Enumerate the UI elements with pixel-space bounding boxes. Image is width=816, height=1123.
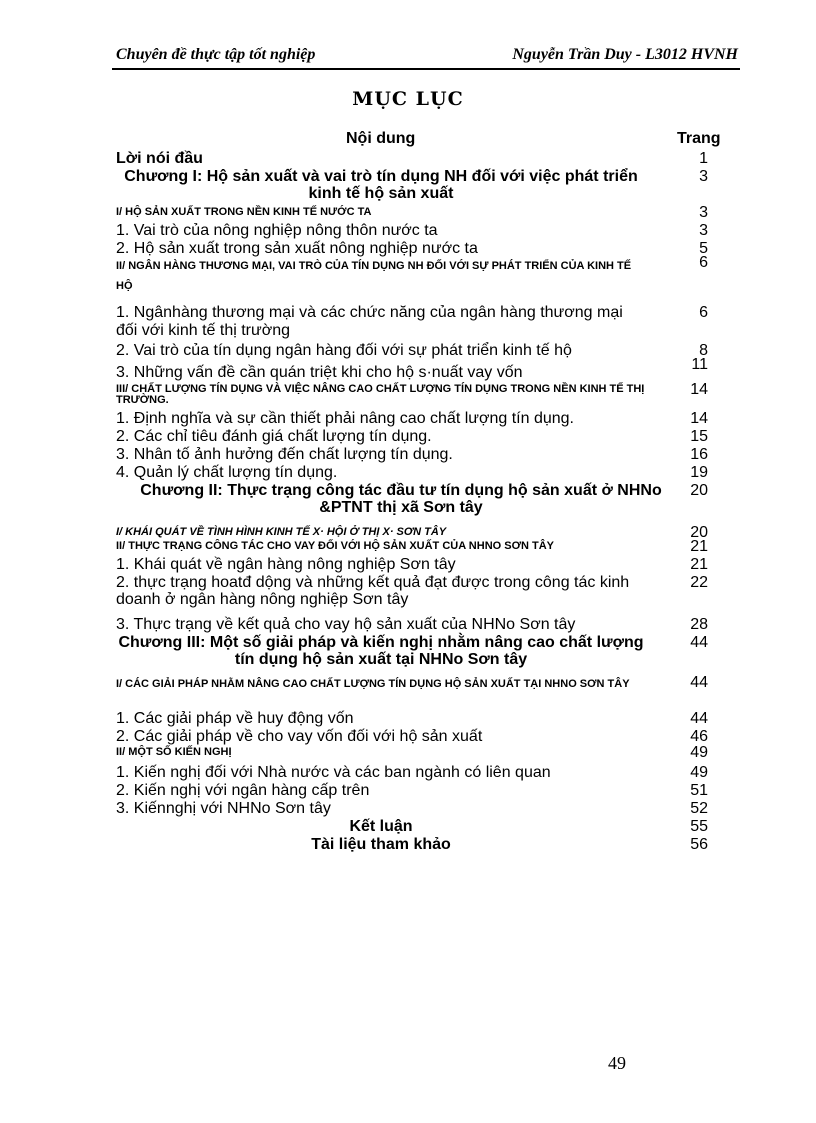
toc-entry-text: 4. Quản lý chất lượng tín dụng. — [116, 464, 338, 481]
toc-entry-text: 3. Thực trạng về kết quả cho vay hộ sản xuất của NHNo Sơn tây — [116, 616, 576, 633]
toc-entry[interactable] — [116, 240, 716, 256]
toc-entry-page: 19 — [690, 464, 708, 481]
toc-section[interactable] — [116, 540, 716, 556]
toc-entry[interactable] — [116, 556, 716, 574]
toc-entry-text: 2. Hộ sản xuất trong sản xuất nông nghiệp nước ta — [116, 240, 478, 257]
toc-entry[interactable] — [116, 728, 716, 746]
toc-entry-page: 20 — [690, 482, 708, 499]
page-header — [112, 46, 740, 70]
toc-entry[interactable] — [116, 782, 716, 800]
header-right-text: Nguyễn Trần Duy - L3012 HVNH — [512, 46, 738, 63]
toc-entry-page: 44 — [690, 710, 708, 727]
toc-entry-page: 15 — [690, 428, 708, 445]
toc-entry-page: 21 — [690, 538, 708, 555]
toc-entry-text: III/ CHẤT LƯỢNG TÍN DỤNG VÀ VIỆC NÂNG CAO CHẤT LƯỢNG TÍN DỤNG TRONG NỀN KINH TẾ THỊ TRƯỜNG. — [116, 383, 645, 406]
toc-entry-page: 16 — [690, 446, 708, 463]
toc-entry-page: 6 — [699, 304, 708, 321]
toc-entry[interactable] — [116, 356, 716, 384]
toc-entry[interactable] — [116, 764, 716, 782]
toc-entry-text: Tài liệu tham khảo — [311, 836, 451, 853]
header-left-text: Chuyên đề thực tập tốt nghiệp — [116, 46, 316, 63]
page-number: 49 — [608, 1053, 626, 1073]
toc-entry-text: Kết luận — [349, 818, 413, 835]
toc-entry[interactable] — [116, 710, 716, 728]
toc-section[interactable] — [116, 674, 716, 710]
toc-entry-page: 14 — [690, 381, 708, 398]
table-of-contents — [116, 150, 716, 854]
toc-entry-page: 51 — [690, 782, 708, 799]
toc-entry-page: 28 — [690, 616, 708, 633]
toc-entry-text: I/ KHÁI QUÁT VỀ TÌNH HÌNH KINH TẾ X· HỘI Ở THỊ X· SƠN TÂY — [116, 526, 447, 538]
toc-entry-text: 1. Kiến nghị đối với Nhà nước và các ban ngành có liên quan — [116, 764, 551, 781]
toc-entry-text: II/ MỘT SỐ KIẾN NGHỊ — [116, 746, 232, 758]
toc-references[interactable] — [116, 836, 716, 854]
toc-entry-text: 3. Những vấn đề cần quán triệt khi cho hộ s·nuất vay vốn — [116, 364, 523, 381]
toc-entry-page: 20 — [690, 524, 708, 541]
toc-chapter[interactable] — [116, 634, 716, 674]
toc-entry[interactable] — [116, 342, 716, 364]
content-column-header: Nội dung — [346, 130, 416, 147]
toc-entry[interactable] — [116, 800, 716, 818]
toc-entry-page: 55 — [690, 818, 708, 835]
toc-entry-text: I/ CÁC GIẢI PHÁP NHẰM NÂNG CAO CHẤT LƯỢNG TÍN DỤNG HỘ SẢN XUẤT TẠI NHNO SƠN TÂY — [116, 678, 630, 690]
toc-entry-page: 11 — [691, 356, 708, 373]
toc-entry-text: 1. Định nghĩa và sự cần thiết phải nâng cao chất lượng tín dụng. — [116, 410, 574, 427]
toc-entry-page: 1 — [699, 150, 708, 167]
toc-entry-text: 2. Vai trò của tín dụng ngân hàng đối với sự phát triển kinh tế hộ — [116, 342, 572, 359]
page-title: MỤC LỤC — [352, 88, 464, 110]
toc-entry-page: 8 — [699, 342, 708, 359]
toc-entry-page: 52 — [690, 800, 708, 817]
toc-section[interactable] — [116, 381, 716, 410]
toc-entry-page: 21 — [690, 556, 708, 573]
toc-conclusion[interactable] — [116, 818, 716, 836]
toc-entry[interactable] — [116, 428, 716, 446]
toc-entry-text: II/ NGÂN HÀNG THƯƠNG MẠI, VAI TRÒ CỦA TÍN DỤNG NH ĐỐI VỚI SỰ PHÁT TRIỂN CỦA KINH TẾ HỘ — [116, 260, 632, 292]
toc-entry-page: 44 — [690, 674, 708, 691]
toc-entry-text: 1. Các giải pháp về huy động vốn — [116, 710, 354, 727]
toc-entry-page: 3 — [699, 168, 708, 185]
toc-entry[interactable] — [116, 304, 716, 342]
toc-section[interactable] — [116, 256, 716, 304]
toc-entry[interactable] — [116, 222, 716, 240]
toc-entry-text: Lời nói đầu — [116, 150, 203, 167]
toc-entry-page: 56 — [690, 836, 708, 853]
toc-entry-text: 2. Các chỉ tiêu đánh giá chất lượng tín dụng. — [116, 428, 432, 445]
toc-entry[interactable] — [116, 150, 716, 168]
toc-entry[interactable] — [116, 616, 716, 634]
toc-entry-text: 2. thực trạng hoatđ dộng và những kết quả đạt được trong công tác kinh doanh ở ngân hàng nông nghiệp Sơn tây — [116, 574, 630, 608]
toc-entry-text: 1. Ngânhàng thương mại và các chức năng của ngân hàng thương mại đối với kinh tế thị trường — [116, 304, 623, 339]
toc-entry-page: 3 — [699, 204, 708, 221]
toc-entry-page: 49 — [690, 744, 708, 761]
toc-entry[interactable] — [116, 574, 716, 616]
toc-entry-text: II/ THỰC TRẠNG CÔNG TÁC CHO VAY ĐỐI VỚI HỘ SẢN XUẤT CỦA NHNO SƠN TÂY — [116, 540, 554, 552]
toc-section[interactable] — [116, 526, 716, 540]
toc-entry-text: 1. Vai trò của nông nghiệp nông thôn nước ta — [116, 222, 438, 239]
toc-section[interactable] — [116, 206, 716, 222]
toc-entry-text: 3. Kiếnnghị với NHNo Sơn tây — [116, 800, 331, 817]
toc-entry[interactable] — [116, 464, 716, 482]
toc-entry-text: I/ HỘ SẢN XUẤT TRONG NỀN KINH TẾ NƯỚC TA — [116, 206, 372, 218]
toc-section[interactable] — [116, 746, 716, 764]
toc-entry-text: 3. Nhân tố ảnh hưởng đến chất lượng tín dụng. — [116, 446, 453, 463]
toc-chapter[interactable] — [116, 482, 716, 520]
toc-entry-page: 22 — [690, 574, 708, 591]
toc-entry-text: 1. Khái quát về ngân hàng nông nghiệp Sơn tây — [116, 556, 456, 573]
toc-entry-text: Chương III: Một số giải pháp và kiến nghị nhằm nâng cao chất lượng tín dụng hộ sản xuất tại NHNo Sơn tây — [118, 634, 644, 668]
toc-entry-page: 44 — [690, 634, 708, 651]
toc-entry[interactable] — [116, 446, 716, 464]
toc-entry-page: 49 — [690, 764, 708, 781]
page-column-header: Trang — [677, 130, 721, 147]
toc-chapter[interactable] — [116, 168, 716, 202]
toc-entry-page: 14 — [690, 410, 708, 427]
toc-entry-text: 2. Các giải pháp về cho vay vốn đối với hộ sản xuất — [116, 728, 483, 745]
toc-entry-page: 3 — [699, 222, 708, 239]
toc-entry-page: 5 — [699, 240, 708, 257]
toc-entry-text: Chương I: Hộ sản xuất và vai trò tín dụng NH đối với việc phát triển kinh tế hộ sản xuất — [124, 168, 638, 202]
toc-entry-page: 46 — [690, 728, 708, 745]
toc-entry-page: 6 — [699, 254, 708, 271]
toc-entry-text: Chương II: Thực trạng công tác đầu tư tín dụng hộ sản xuất ở NHNo &PTNT thị xã Sơn tây — [140, 482, 662, 516]
toc-entry-text: 2. Kiến nghị với ngân hàng cấp trên — [116, 782, 370, 799]
toc-entry[interactable] — [116, 410, 716, 428]
